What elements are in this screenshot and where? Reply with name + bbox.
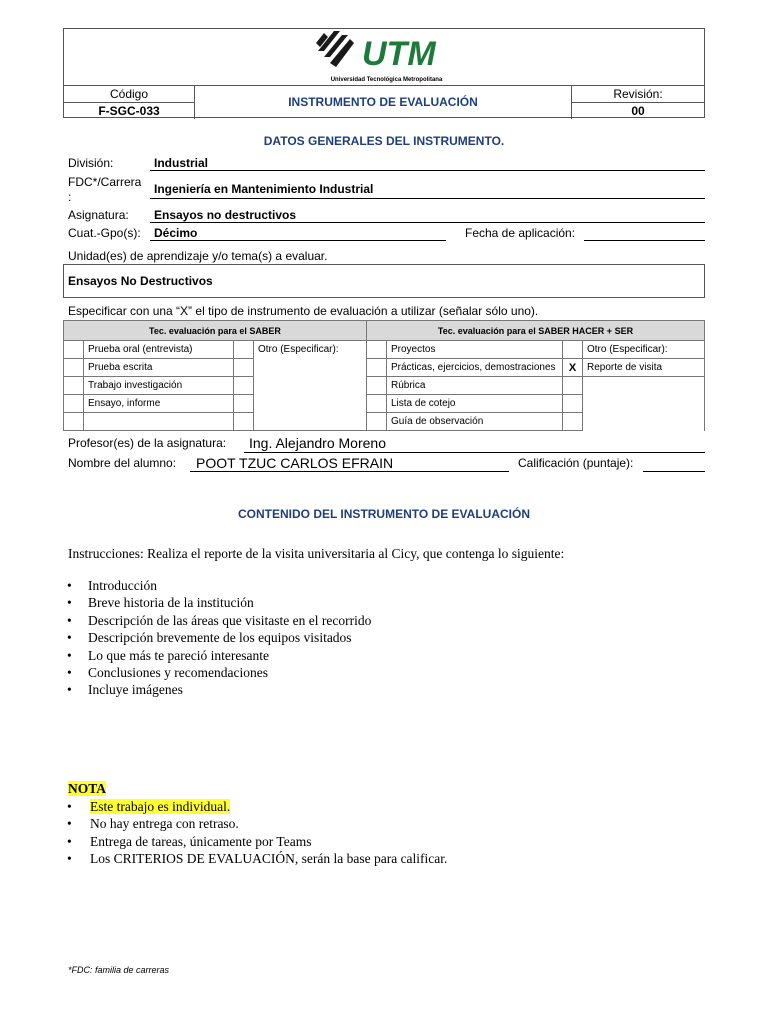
- revision-label: Revisión:: [613, 87, 663, 101]
- hacer-otro-label: Otro (Especificar):: [583, 341, 705, 359]
- saber-otro-checkbox-3[interactable]: [234, 377, 254, 395]
- saber-item-4: Ensayo, informe: [84, 395, 234, 413]
- hacer-checkbox-1[interactable]: [367, 341, 387, 359]
- saber-checkbox-5[interactable]: [64, 413, 84, 431]
- content-list: [88, 578, 371, 700]
- evaluation-technique-table: [63, 320, 705, 431]
- alumno-value: POOT TZUC CARLOS EFRAIN: [196, 455, 394, 471]
- alumno-label: Nombre del alumno:: [68, 456, 177, 470]
- hacer-item-2: Prácticas, ejercicios, demostraciones: [387, 359, 563, 377]
- revision-value: 00: [631, 104, 645, 118]
- fdc-label-colon: :: [68, 190, 72, 204]
- asignatura-line: [150, 222, 705, 223]
- cuat-line: [150, 240, 446, 241]
- saber-checkbox-1[interactable]: [64, 341, 84, 359]
- nota-item: • No hay entrega con retraso.: [90, 816, 447, 833]
- saber-checkbox-3[interactable]: [64, 377, 84, 395]
- calificacion-line: [643, 471, 705, 472]
- utm-logo: [314, 29, 459, 84]
- hacer-checkbox-4[interactable]: [367, 395, 387, 413]
- saber-otro: Otro (Especificar):: [254, 341, 367, 431]
- saber-header: Tec. evaluación para el SABER: [64, 321, 367, 341]
- hacer-otro-checkbox-3[interactable]: [563, 377, 583, 395]
- document-header: [63, 28, 705, 118]
- nota-list: [90, 799, 447, 868]
- saber-checkbox-2[interactable]: [64, 359, 84, 377]
- instrucciones-text: Instrucciones: Realiza el reporte de la visita universitaria al Cicy, que contenga lo siguiente:: [68, 546, 565, 561]
- especificar-text: Especificar con una “X” el tipo de instrumento de evaluación a utilizar (señalar sólo uno).: [68, 304, 539, 318]
- university-name: Universidad Tecnológica Metropolitana: [330, 77, 443, 83]
- nota-item: • Entrega de tareas, únicamente por Teams: [90, 834, 447, 851]
- saber-hacer-header: Tec. evaluación para el SABER HACER + SER: [367, 321, 705, 341]
- list-item: • Introducción: [88, 578, 371, 595]
- hacer-checkbox-2[interactable]: [367, 359, 387, 377]
- saber-item-3: Trabajo investigación: [84, 377, 234, 395]
- calificacion-label: Calificación (puntaje):: [518, 456, 634, 470]
- fdc-label: FDC*/Carrera: [68, 175, 142, 189]
- saber-checkbox-4[interactable]: [64, 395, 84, 413]
- fecha-line: [584, 240, 705, 241]
- codigo-label: Código: [109, 87, 149, 101]
- cuat-value: Décimo: [154, 226, 198, 240]
- nota-title: NOTA: [68, 781, 107, 796]
- saber-otro-checkbox-2[interactable]: [234, 359, 254, 377]
- list-item: • Incluye imágenes: [88, 682, 371, 699]
- hacer-otro-checkbox-5[interactable]: [563, 413, 583, 431]
- unidad-box: [63, 264, 705, 298]
- nota-item: Este trabajo es individual.: [90, 799, 231, 814]
- nota-item: • Los CRITERIOS DE EVALUACIÓN, serán la base para calificar.: [90, 851, 447, 868]
- alumno-line: [190, 471, 509, 472]
- hacer-otro-value: Reporte de visita: [583, 359, 705, 377]
- fdc-value: Ingeniería en Mantenimiento Industrial: [154, 182, 374, 196]
- hacer-item-4: Lista de cotejo: [387, 395, 563, 413]
- division-label: División:: [68, 156, 114, 170]
- hacer-otro-checkbox-1[interactable]: [563, 341, 583, 359]
- saber-item-1: Prueba oral (entrevista): [84, 341, 234, 359]
- asignatura-label: Asignatura:: [68, 208, 129, 222]
- asignatura-value: Ensayos no destructivos: [154, 208, 297, 222]
- hacer-otro-mark[interactable]: X: [563, 359, 583, 377]
- hacer-item-5: Guía de observación: [387, 413, 563, 431]
- hacer-checkbox-5[interactable]: [367, 413, 387, 431]
- profesor-label: Profesor(es) de la asignatura:: [68, 436, 227, 450]
- cuat-label: Cuat.-Gpo(s):: [68, 226, 141, 240]
- list-item: • Descripción brevemente de los equipos visitados: [88, 630, 371, 647]
- hacer-checkbox-3[interactable]: [367, 377, 387, 395]
- division-value: Industrial: [154, 156, 209, 170]
- hacer-otro-checkbox-4[interactable]: [563, 395, 583, 413]
- division-line: [150, 170, 705, 171]
- fecha-label: Fecha de aplicación:: [465, 226, 576, 240]
- section-title-datos: DATOS GENERALES DEL INSTRUMENTO.: [263, 134, 505, 148]
- list-item: • Breve historia de la institución: [88, 595, 371, 612]
- saber-otro-checkbox-4[interactable]: [234, 395, 254, 413]
- unidad-value: Ensayos No Destructivos: [68, 274, 213, 288]
- saber-item-2: Prueba escrita: [84, 359, 234, 377]
- section-title-contenido: CONTENIDO DEL INSTRUMENTO DE EVALUACIÓN: [237, 507, 530, 521]
- hacer-item-3: Rúbrica: [387, 377, 563, 395]
- fdc-line: [150, 198, 705, 199]
- saber-otro-checkbox[interactable]: [234, 341, 254, 359]
- codigo-value: F-SGC-033: [98, 104, 160, 118]
- list-item: • Descripción de las áreas que visitaste en el recorrido: [88, 613, 371, 630]
- list-item: • Lo que más te pareció interesante: [88, 648, 371, 665]
- hacer-item-1: Proyectos: [387, 341, 563, 359]
- saber-otro-checkbox-5[interactable]: [234, 413, 254, 431]
- profesor-value: Ing. Alejandro Moreno: [249, 435, 386, 451]
- list-item: • Conclusiones y recomendaciones: [88, 665, 371, 682]
- saber-item-5: [84, 413, 234, 431]
- document-title: INSTRUMENTO DE EVALUACIÓN: [288, 95, 478, 109]
- utm-logo-icon: [314, 29, 459, 71]
- profesor-line: [244, 452, 705, 453]
- svg-text:UTM: UTM: [362, 35, 436, 71]
- footer-note: *FDC: familia de carreras: [68, 965, 170, 975]
- unidad-label: Unidad(es) de aprendizaje y/o tema(s) a evaluar.: [68, 249, 328, 263]
